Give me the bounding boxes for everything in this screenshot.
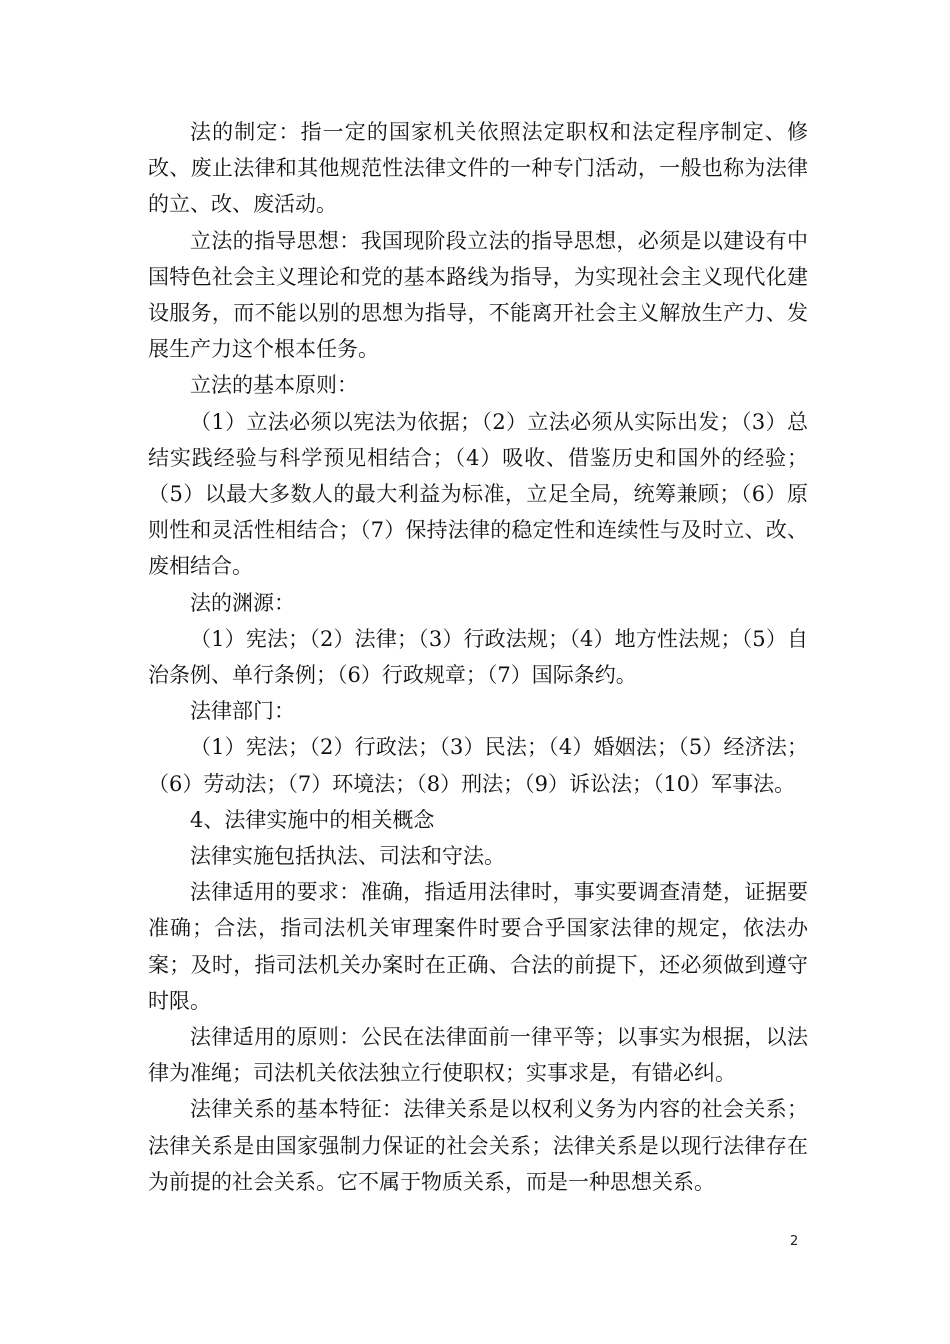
section-heading-law-implementation: 4、法律实施中的相关概念 — [190, 807, 435, 832]
paragraph-sources-of-law-list: （1）宪法；（2）法律；（3）行政法规；（4）地方性法规；（5）自治条例、单行条例；（6）行政规章；（7）国际条约。 — [148, 626, 808, 688]
document-body — [148, 114, 808, 1200]
paragraph-law-making: 法的制定：指一定的国家机关依照法定职权和法定程序制定、修改、废止法律和其他规范性法律文件的一种专门活动，一般也称为法律的立、改、废活动。 — [148, 120, 808, 217]
paragraph-legislative-guiding-thought: 立法的指导思想：我国现阶段立法的指导思想，必须是以建设有中国特色社会主义理论和党的基本路线为指导，为实现社会主义现代化建设服务，而不能以别的思想为指导，不能离开社会主义解放生产力、发展生产力这个根本任务。 — [148, 228, 808, 362]
paragraph-legal-departments-list: （1）宪法；（2）行政法；（3）民法；（4）婚姻法；（5）经济法；（6）劳动法；（7）环境法；（8）刑法；（9）诉讼法；（10）军事法。 — [148, 735, 808, 796]
heading-legislative-principles: 立法的基本原则： — [190, 373, 358, 398]
paragraph-law-implementation: 法律实施包括执法、司法和守法。 — [190, 844, 505, 869]
page-number: 2 — [790, 1234, 799, 1249]
paragraph-legal-relation-features: 法律关系的基本特征：法律关系是以权利义务为内容的社会关系；法律关系是由国家强制力保证的社会关系；法律关系是以现行法律存在为前提的社会关系。它不属于物质关系，而是一种思想关系。 — [148, 1097, 808, 1194]
paragraph-legislative-principles-list: （1）立法必须以宪法为依据；（2）立法必须从实际出发；（3）总结实践经验与科学预见相结合；（4）吸收、借鉴历史和国外的经验；（5）以最大多数人的最大利益为标准，立足全局，统筹兼顾；（6）原则性和灵活性相结合；（7）保持法律的稳定性和连续性与及时立、改、废相结合。 — [148, 409, 808, 579]
paragraph-law-application-requirements: 法律适用的要求：准确，指适用法律时，事实要调查清楚，证据要准确；合法，指司法机关审理案件时要合乎国家法律的规定，依法办案；及时，指司法机关办案时在正确、合法的前提下，还必须做到遵守时限。 — [148, 880, 808, 1013]
heading-legal-departments: 法律部门： — [190, 699, 295, 724]
paragraph-law-application-principles: 法律适用的原则：公民在法律面前一律平等；以事实为根据，以法律为准绳；司法机关依法独立行使职权；实事求是，有错必纠。 — [148, 1025, 808, 1086]
heading-sources-of-law: 法的渊源： — [190, 590, 295, 615]
